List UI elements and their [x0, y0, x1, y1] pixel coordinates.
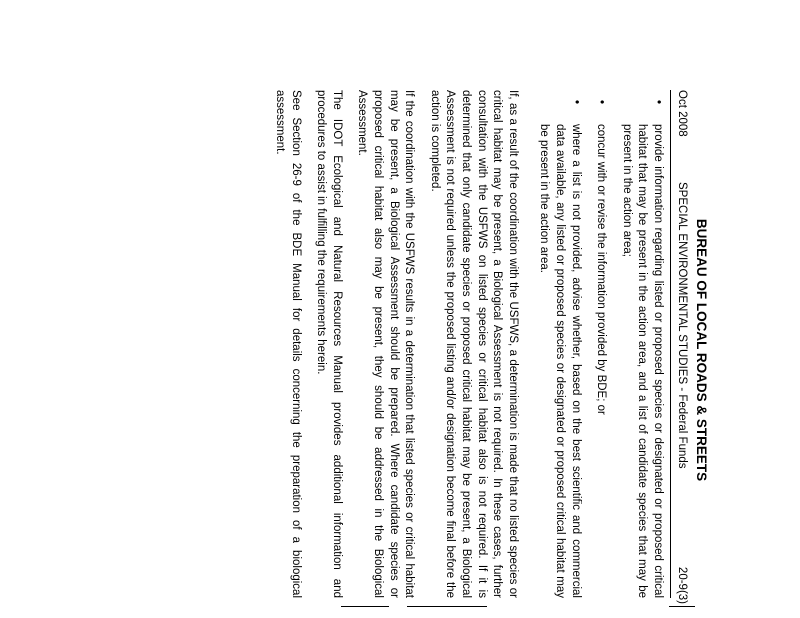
- header-page-number: 20-9(3): [676, 566, 688, 604]
- list-item-text: provide information regarding listed or proposed species or designated or proposed critical habitat that may be present in the action area, and a list of candidate species that may be present in the action area;: [620, 124, 664, 598]
- revision-bar: [341, 606, 389, 607]
- revision-bar: [407, 606, 487, 607]
- paragraph-listed-species-present: If the coordination with the USFWS results in a determination that listed species or critical habitat may be present, a Biological Assessment should be prepared. Where candidate species or proposed critical habitat also may be present, they should be addressed in the Biological Assessment.: [356, 90, 416, 598]
- header-rule: [670, 90, 671, 598]
- header-section-title: SPECIAL ENVIRONMENTAL STUDIES - Federal Funds: [676, 182, 688, 469]
- list-item-text: concur with or revise the information provided by BDE; or: [595, 124, 608, 415]
- bullet-icon: •: [569, 100, 582, 105]
- header-date: Oct 2008: [676, 90, 688, 137]
- paragraph-idot-manual: The IDOT Ecological and Natural Resources Manual provides additional information and procedures to assist in fulfilling the requirements herein.: [315, 90, 343, 598]
- bullet-icon: •: [652, 100, 664, 105]
- list-item: [593, 90, 609, 598]
- page-body: [262, 90, 665, 598]
- list-item-text: where a list is not provided, advise whether, based on the best scientific and commercial data available, any listed or proposed species or designated or proposed critical habitat may be present in the action area.: [538, 124, 582, 598]
- document-page: [89, 90, 709, 610]
- page-header: [673, 90, 689, 610]
- bullet-list: [536, 90, 665, 598]
- revision-bar: [669, 606, 695, 607]
- bullet-icon: •: [595, 100, 608, 105]
- list-item: [536, 90, 583, 598]
- list-item: [618, 90, 665, 598]
- paragraph-bde-manual: See Section 26-9 of the BDE Manual for details concerning the preparation of a biological assessment.: [274, 90, 302, 598]
- paragraph-no-listed-species: If, as a result of the coordination with the USFWS, a determination is made that no listed species or critical habitat may be present, a Biological Assessment is not required. In these cases, further consultation with the USFWS on listed species or critical habitat also is not required. If it is determined that only candidate species or proposed critical habitat may be present, a Biological Assessment is not required unless the proposed listing and/or designation become final before the action is completed.: [428, 90, 519, 598]
- page-title: BUREAU OF LOCAL ROADS & STREETS: [694, 218, 709, 482]
